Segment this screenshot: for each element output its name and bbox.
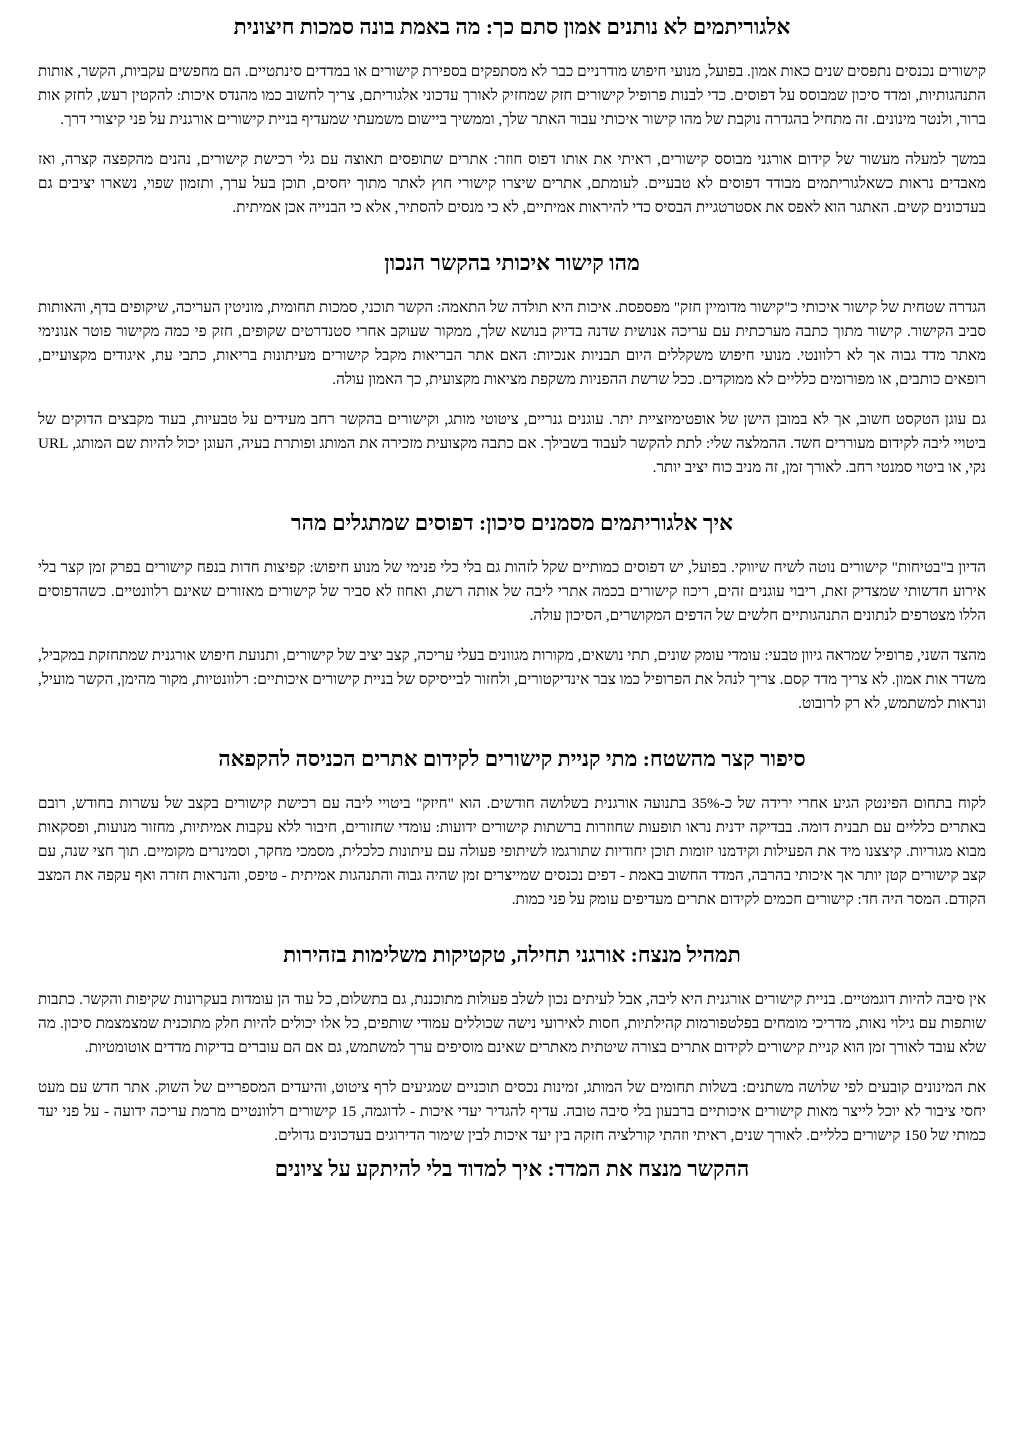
section-heading: איך אלגוריתמים מסמנים סיכון: דפוסים שמתגלים מהר — [291, 511, 733, 536]
section-paragraph: במשך למעלה מעשור של קידום אורגני מבוסס קישורים, ראיתי את אותו דפוס חוזר: אתרים שתופסים תאוצה עם גלי רכישת קישורים, נהנים מהקפצה קצרה, ואז מאבדים נראות כשאלגוריתמים מבודד דפוסים לא טבעיים. לעומתם, אתרים שיצרו קישורי חוץ לאתר מתוך יחסים, תוכן בעל ערך, ותזמון שפוי, נשארו יציבים גם בעדכונים קשים. האתגר הוא לאפס את אסטרטגיית הבסיס כדי להיראות אמיתיים, לא כי מנסים להסתיר, אלא כי הבנייה אכן אמיתית. — [38, 150, 986, 217]
article-section-3 — [38, 510, 986, 716]
section-paragraph: קישורים נכנסים נתפסים שנים כאות אמון. בפועל, מנועי חיפוש מודרניים כבר לא מסתפקים בספירת קישורים או במדדים סינתטיים. הם מחפשים עקביות, הקשר, אותות התנהגותיות, ומדד סיכון שמבוסס על דפוסים. כדי לבנות פרופיל קישורים חזק שמחזיק לאורך עדכוני אלגוריתם, צריך לחשוב כמו מהנדס איכות: להקטין רעש, לחזק אות ברור, ולנטר מינונים. זה מתחיל בהגדרה נוקבת של מהו קישור איכותי עבור האתר שלך, וממשיך ביישום משמעתי שמעדיף בניית קישורים אורגנית על פני קיצורי דרך. — [38, 62, 986, 128]
section-paragraph: מהצד השני, פרופיל שמראה גיוון טבעי: עומדי עומק שונים, תתי נושאים, מקורות מגוונים בעלי עריכה, קצב יציב של קישורים, ותנועת חיפוש אורגנית שמתחזקת במקביל, משדר אות אמון. לא צריך מדד קסם. צריך לנהל את הפרופיל כמו צבר אינדיקטורים, ולחזור לבייסיקס של בניית קישורים איכותיים: רלוונטיות, מקור מהימן, הקשר מועיל, ונראות למשתמש, לא רק לרובוט. — [38, 647, 986, 713]
section-heading: אלגוריתמים לא נותנים אמון סתם כך: מה באמת בונה סמכות חיצונית — [233, 15, 791, 39]
section-paragraph: לקוח בתחום הפינטק הגיע אחרי ירידה של כ-35% בתנועה אורגנית בשלושה חודשים. הוא "חיזק" ביטויי ליבה עם רכישת קישורים בקצב של עשרות בחודש, רובם באתרים כלליים עם תבנית דומה. בבדיקה ידנית נראו תופעות שחוזרות ברשתות קישורים ידועות: עומדי שחזורים, חיבור ללא עקבות אמיתיות, מחזור מנועות, ופסקאות מבוא מגוריות. קיצצנו מיד את הפעילות וקידמנו יזומות תוכן יחודיות שתורגמו לשיתופי פעולה עם עיתונות כלכלית, מסמכי מחקר, וסמינרים מקומיים. תוך חצי שנה, עם קצב קישורים קטן יותר אך איכותי בהרבה, המדד החשוב באמת - דפים נכנסים שמייצרים זמן שהיה גבוה והתנהגות אמיתית - טיפס, והנראות חזרה ואף עקפה את המצב הקודם. המסר היה חד: קישורים חכמים לקידום אתרים מעדיפים עומק על פני כמות. — [38, 795, 986, 909]
section-paragraph: הגדרה שטחית של קישור איכותי כ"קישור מדומיין חזק" מפספסת. איכות היא תולדה של התאמה: הקשר תוכני, סמכות תחומית, מוניטין העריכה, שיקופים בדף, והאותות סביב הקישור. קישור מתוך כתבה מערכתית עם עריכה אנושית שדנה בדיוק בנושא שלך, ממקור שעוקב אחרי סטנדרטים שקופים, חזק פי כמה מקישור פוטר אנונימי מאתר מדד גבוה אך לא רלוונטי. מנועי חיפוש משקללים היום תבניות אנכיות: האם אתר הבריאות מקבל קישורים מעיתונות בריאות, כתבי עת, איגודים מקצועיים, רופאים כותבים, או מפורומים כלליים לא ממוקדים. ככל שרשת ההפניות משקפת מציאות מקצועית, כך האמון עולה. — [38, 298, 986, 389]
section-heading: מהו קישור איכותי בהקשר הנכון — [384, 251, 640, 276]
section-paragraph: אין סיבה להיות דוגמטיים. בניית קישורים אורגנית היא ליבה, אבל לעיתים נכון לשלב פעולות מתוכננת, גם בתשלום, כל עוד הן עומדות בעקרונות שקיפות והקשר. כתבות שותפות עם גילוי נאות, מדריכי מומחים בפלטפורמות קהילתיות, חסות לאירועי נישה שכוללים עמודי שותפים, כל אלו יכולים להיות חלק מתוכנית שמצמצמת סיכון. מה שלא עובד לאורך זמן הוא קניית קישורים לקידום אתרים בצורה שיטתית מאתרים שאינם מוסיפים ערך למשתמש, גם אם הם עוברים בדיקות מדדים אוטומטיות. — [38, 991, 986, 1057]
article-section-2 — [38, 250, 986, 480]
section-paragraph: את המינונים קובעים לפי שלושה משתנים: בשלות תחומים של המותג, זמינות נכסים תוכניים שמגיעים לרף ציטוט, והיעדים המספריים של השוק. אתר חדש עם מעט יחסי ציבור לא יוכל לייצר מאות קישורים איכותיים ברבעון בלי סיבה טובה. עדיף להגדיר יעדי איכות - לדוגמה, 15 קישורים רלוונטיים מרמת עריכה ידועה - על פני יעד כמותי של 150 קישורים כלליים. לאורך שנים, ראיתי וזהתי קורלציה חזקה בין יעד איכות לבין שימור הדירוגים בעדכונים גדולים. — [38, 1079, 986, 1145]
section-heading: סיפור קצר מהשטח: מתי קניית קישורים לקידום אתרים הכניסה להקפאה — [218, 747, 806, 772]
section-heading: תמהיל מנצח: אורגני תחילה, טקטיקות משלימות בזהירות — [283, 943, 741, 968]
article-section-5 — [38, 942, 986, 1148]
section-paragraph: גם עוגן הטקסט חשוב, אך לא במובן הישן של אופטימיזציית יתר. עוגנים גנריים, ציטוטי מותג, וקישורים בהקשר רחב מעידים על טבעיות, בעוד מקבצים הדוקים של ביטויי ליבה לקידום מעוררים חשד. ההמלצה שלי: לתת להקשר לעבוד בשבילך. אם כתבה מקצועית מזכירה את המותג ופותרת בעיה, העוגן יכול להיות שם המותג, URL נקי, או ביטוי סמנטי רחב. לאורך זמן, זה מניב כוח יציב יותר. — [38, 411, 986, 477]
article-section-4 — [38, 746, 986, 912]
section-paragraph: הדיון ב"בטיחות" קישורים נוטה לשיח שיווקי. בפועל, יש דפוסים כמותיים שקל לזהות גם בלי כלי פנימי של מנוע חיפוש: קפיצות חדות בנפח קישורים בפרק זמן קצר בלי אירוע חדשותי שמצדיק זאת, ריבוי עוגנים זהים, ריכוז קישורים בכמה אתרי ליבה של אותה רשת, ואחוז לא סביר של קישורים מאזורים שאינם רלוונטיים. כשהדפוסים הללו מצטרפים לנתונים התנהגותיים חלשים של הדפים המקושרים, הסיכון עולה. — [38, 559, 986, 625]
section-heading-trailing: ההקשר מנצח את המדד: איך למדוד בלי להיתקע על ציונים — [274, 1157, 750, 1182]
article-section-1 — [38, 14, 986, 220]
